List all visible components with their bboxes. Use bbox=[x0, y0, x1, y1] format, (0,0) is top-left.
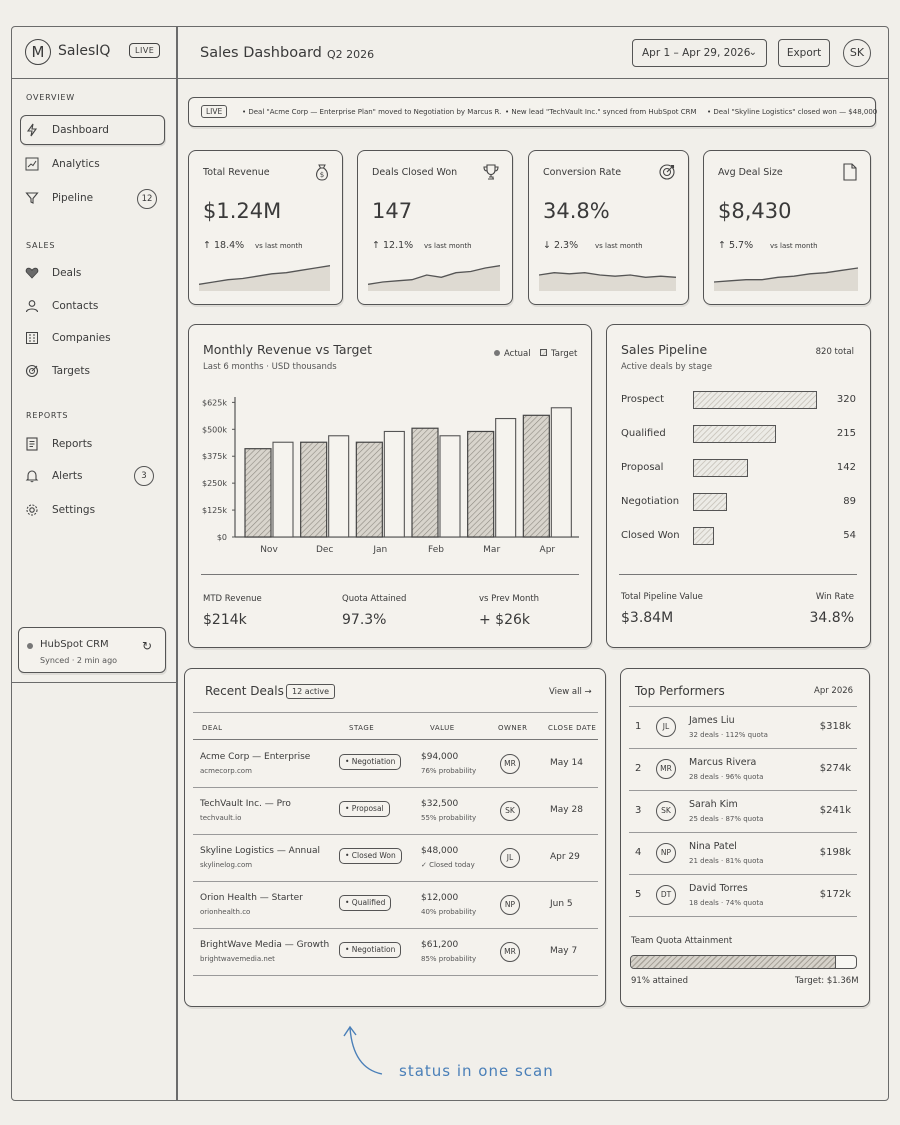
performer-rank: 4 bbox=[635, 847, 642, 858]
team-quota-fill bbox=[631, 956, 836, 968]
deal-value: $94,000 bbox=[421, 752, 459, 762]
kpi-label: Total Revenue bbox=[203, 167, 270, 178]
x-tick-label: Nov bbox=[260, 545, 278, 555]
pipeline-count-badge: 12 bbox=[137, 189, 157, 209]
performer-row[interactable] bbox=[629, 833, 857, 875]
sidebar-item-companies[interactable] bbox=[24, 327, 111, 349]
deal-domain: acmecorp.com bbox=[200, 767, 252, 775]
crm-sync-card[interactable] bbox=[18, 627, 166, 673]
deal-name: BrightWave Media — Growth bbox=[200, 940, 330, 950]
section-overview: OVERVIEW bbox=[26, 93, 76, 102]
summary-mtd-label: MTD Revenue bbox=[203, 594, 262, 604]
bar-target[interactable] bbox=[440, 436, 460, 537]
col-close-date[interactable]: CLOSE DATE bbox=[548, 724, 597, 732]
app-logo[interactable] bbox=[25, 39, 51, 65]
sidebar-divider bbox=[176, 26, 178, 1101]
ticker-item-text: New lead "TechVault Inc." synced from HubSpot CRM bbox=[511, 108, 697, 116]
target-icon bbox=[24, 363, 40, 379]
performer-rank: 2 bbox=[635, 763, 642, 774]
deal-name: Acme Corp — Enterprise bbox=[200, 752, 311, 762]
table-row[interactable] bbox=[193, 882, 598, 929]
stage-name: Proposal bbox=[621, 462, 664, 473]
stage-name: Closed Won bbox=[621, 530, 680, 541]
building-icon bbox=[24, 330, 40, 346]
sidebar-bottom-divider bbox=[11, 682, 176, 683]
live-badge: LIVE bbox=[129, 43, 160, 58]
stage-badge: • Closed Won bbox=[339, 848, 402, 864]
kpi-sparkline bbox=[539, 259, 676, 291]
refresh-icon[interactable]: ↻ bbox=[142, 639, 153, 653]
kpi-compare: vs last month bbox=[424, 242, 472, 250]
owner-avatar[interactable]: NP bbox=[500, 895, 520, 915]
bar-target[interactable] bbox=[551, 408, 571, 537]
recent-deals-title: Recent Deals bbox=[205, 684, 284, 698]
deal-value: $61,200 bbox=[421, 940, 459, 950]
stage-name: Prospect bbox=[621, 394, 664, 405]
y-tick-label: $375k bbox=[202, 452, 227, 462]
funnel-icon bbox=[24, 190, 40, 206]
kpi-sparkline bbox=[714, 259, 858, 291]
performer-meta: 25 deals · 87% quota bbox=[689, 815, 764, 823]
gear-icon bbox=[24, 502, 40, 518]
section-reports: REPORTS bbox=[26, 411, 69, 420]
date-range-select[interactable] bbox=[632, 39, 767, 67]
bar-actual[interactable] bbox=[301, 442, 327, 537]
stage-badge: • Negotiation bbox=[339, 754, 401, 770]
stage-bar bbox=[693, 527, 714, 545]
col-stage[interactable]: STAGE bbox=[349, 724, 375, 732]
period-label: Q2 2026 bbox=[327, 48, 375, 61]
deal-probability: 40% probability bbox=[421, 908, 477, 916]
kpi-delta: ↑ 18.4% bbox=[203, 240, 245, 251]
sidebar-item-label: Deals bbox=[52, 267, 82, 279]
sidebar-item-label: Contacts bbox=[52, 300, 99, 312]
deal-domain: skylinelog.com bbox=[200, 861, 253, 869]
kpi-sparkline bbox=[368, 259, 500, 291]
performer-rank: 1 bbox=[635, 721, 642, 732]
pipeline-footer-divider bbox=[619, 574, 857, 575]
sync-status-dot bbox=[27, 643, 33, 649]
kpi-card-total-revenue[interactable] bbox=[188, 150, 343, 305]
kpi-sparkline bbox=[199, 259, 330, 291]
active-deals-badge: 12 active bbox=[286, 684, 335, 699]
table-row[interactable] bbox=[193, 741, 598, 788]
pipeline-total: 820 total bbox=[815, 347, 854, 357]
deal-name: Orion Health — Starter bbox=[200, 893, 303, 903]
stage-name: Negotiation bbox=[621, 496, 680, 507]
owner-avatar[interactable]: MR bbox=[500, 754, 520, 774]
summary-prev-value: + $26k bbox=[479, 612, 531, 628]
pipeline-card bbox=[606, 324, 871, 648]
deal-value: $32,500 bbox=[421, 799, 459, 809]
col-owner[interactable]: OWNER bbox=[498, 724, 528, 732]
stage-bar bbox=[693, 493, 727, 511]
stage-count: 320 bbox=[836, 394, 856, 405]
chart-summary-divider bbox=[201, 574, 579, 575]
pipeline-stage-row[interactable] bbox=[607, 391, 872, 413]
bar-target[interactable] bbox=[496, 419, 516, 537]
sidebar-item-contacts[interactable] bbox=[24, 295, 98, 317]
kpi-card-deals-closed[interactable] bbox=[357, 150, 513, 305]
performer-revenue: $318k bbox=[819, 721, 851, 732]
legend-actual[interactable] bbox=[494, 349, 531, 359]
deal-value: $48,000 bbox=[421, 846, 459, 856]
x-tick-label: Mar bbox=[483, 545, 501, 555]
y-tick-label: $125k bbox=[202, 506, 227, 516]
money-bag-icon bbox=[314, 163, 330, 185]
sidebar-item-label: Reports bbox=[52, 438, 93, 450]
date-range-value: Apr 1 – Apr 29, 2026 bbox=[642, 47, 751, 59]
sidebar-item-settings[interactable] bbox=[24, 499, 95, 521]
stage-bar bbox=[693, 459, 748, 477]
performer-row[interactable] bbox=[629, 875, 857, 917]
bar-actual[interactable] bbox=[523, 415, 549, 537]
app-name: SalesIQ bbox=[58, 43, 111, 59]
pipeline-value: $3.84M bbox=[621, 610, 674, 626]
y-tick-label: $625k bbox=[202, 398, 227, 408]
bar-actual[interactable] bbox=[468, 431, 494, 537]
performer-revenue: $198k bbox=[819, 847, 851, 858]
bar-target[interactable] bbox=[384, 431, 404, 537]
performer-revenue: $172k bbox=[819, 889, 851, 900]
stage-count: 89 bbox=[843, 496, 856, 507]
close-date: May 14 bbox=[550, 758, 583, 768]
owner-avatar[interactable]: JL bbox=[500, 848, 520, 868]
col-value[interactable]: VALUE bbox=[430, 724, 455, 732]
x-tick-label: Apr bbox=[539, 545, 556, 555]
legend-target-swatch bbox=[540, 349, 547, 356]
line-chart-icon bbox=[24, 156, 40, 172]
user-avatar[interactable]: SK bbox=[843, 39, 871, 67]
export-button[interactable]: Export bbox=[778, 39, 830, 67]
deal-probability: 55% probability bbox=[421, 814, 477, 822]
performer-avatar: JL bbox=[656, 717, 676, 737]
target-icon bbox=[658, 163, 676, 185]
deal-probability: ✓ Closed today bbox=[421, 861, 475, 869]
performer-row[interactable] bbox=[629, 707, 857, 749]
win-rate-value: 34.8% bbox=[809, 610, 854, 626]
deal-domain: techvault.io bbox=[200, 814, 242, 822]
deal-name: Skyline Logistics — Annual bbox=[200, 846, 320, 856]
revenue-bar-chart bbox=[189, 385, 593, 565]
performer-row[interactable] bbox=[629, 791, 857, 833]
stage-name: Qualified bbox=[621, 428, 666, 439]
trophy-icon bbox=[482, 163, 500, 185]
summary-quota-value: 97.3% bbox=[342, 612, 387, 628]
legend-actual-label: Actual bbox=[504, 349, 531, 359]
pipeline-stage-row[interactable] bbox=[607, 459, 872, 481]
performer-meta: 21 deals · 81% quota bbox=[689, 857, 764, 865]
deal-domain: brightwavemedia.net bbox=[200, 955, 275, 963]
kpi-delta: ↓ 2.3% bbox=[543, 240, 579, 251]
table-row[interactable] bbox=[193, 929, 598, 976]
deal-name: TechVault Inc. — Pro bbox=[200, 799, 291, 809]
summary-mtd-value: $214k bbox=[203, 612, 247, 628]
deals-table-header bbox=[193, 712, 598, 740]
stage-count: 215 bbox=[836, 428, 856, 439]
col-deal[interactable]: DEAL bbox=[202, 724, 223, 732]
stage-badge: • Qualified bbox=[339, 895, 391, 911]
performer-name: Nina Patel bbox=[689, 841, 737, 852]
sidebar-item-deals[interactable] bbox=[24, 262, 81, 284]
team-quota-bar bbox=[630, 955, 857, 969]
kpi-label: Conversion Rate bbox=[543, 167, 622, 178]
performer-avatar: SK bbox=[656, 801, 676, 821]
performer-name: Marcus Rivera bbox=[689, 757, 757, 768]
stage-count: 142 bbox=[836, 462, 856, 473]
x-tick-label: Feb bbox=[428, 545, 444, 555]
performer-revenue: $274k bbox=[819, 763, 851, 774]
legend-actual-swatch bbox=[494, 350, 500, 356]
sidebar-item-label: Companies bbox=[52, 332, 111, 344]
sidebar-item-targets[interactable] bbox=[24, 360, 90, 382]
logo-letter: M bbox=[31, 43, 45, 61]
stage-bar bbox=[693, 425, 776, 443]
alerts-count-badge: 3 bbox=[134, 466, 154, 486]
y-tick-label: $250k bbox=[202, 479, 227, 489]
performer-meta: 18 deals · 74% quota bbox=[689, 899, 764, 907]
sidebar-item-label: Analytics bbox=[52, 158, 100, 170]
performer-avatar: NP bbox=[656, 843, 676, 863]
kpi-label: Avg Deal Size bbox=[718, 167, 783, 178]
kpi-compare: vs last month bbox=[770, 242, 818, 250]
revenue-chart-card bbox=[188, 324, 592, 648]
sidebar-item-label: Targets bbox=[52, 365, 90, 377]
deal-domain: orionhealth.co bbox=[200, 908, 251, 916]
performer-name: David Torres bbox=[689, 883, 748, 894]
kpi-card-conversion-rate[interactable] bbox=[528, 150, 689, 305]
ticker-item[interactable]: • Deal "Acme Corp — Enterprise Plan" moved to Negotiation by Marcus R. bbox=[242, 108, 502, 116]
activity-ticker bbox=[188, 97, 876, 127]
sidebar-item-pipeline[interactable] bbox=[24, 187, 93, 209]
kpi-delta: ↑ 5.7% bbox=[718, 240, 754, 251]
sidebar-item-label: Alerts bbox=[52, 470, 83, 482]
kpi-compare: vs last month bbox=[255, 242, 303, 250]
stage-count: 54 bbox=[843, 530, 856, 541]
deal-probability: 85% probability bbox=[421, 955, 477, 963]
file-icon bbox=[842, 163, 858, 185]
kpi-sparkline-area bbox=[199, 266, 330, 291]
team-quota-label: Team Quota Attainment bbox=[631, 936, 733, 946]
bar-target[interactable] bbox=[329, 436, 349, 537]
ticker-item[interactable]: • Deal "Skyline Logistics" closed won — $48,000 bbox=[707, 108, 878, 116]
summary-quota-label: Quota Attained bbox=[342, 594, 407, 604]
document-icon bbox=[24, 436, 40, 452]
owner-avatar[interactable]: SK bbox=[500, 801, 520, 821]
sidebar-item-reports[interactable] bbox=[24, 433, 92, 455]
kpi-value: 147 bbox=[372, 199, 413, 223]
y-tick-label: $500k bbox=[202, 425, 227, 435]
pipeline-stage-row[interactable] bbox=[607, 527, 872, 549]
view-all-link[interactable]: View all → bbox=[549, 687, 592, 697]
pipeline-stage-row[interactable] bbox=[607, 493, 872, 515]
svg-text:$: $ bbox=[319, 171, 325, 179]
stage-badge: • Negotiation bbox=[339, 942, 401, 958]
performer-name: James Liu bbox=[689, 715, 735, 726]
pipeline-stage-row[interactable] bbox=[607, 425, 872, 447]
top-performers-period: Apr 2026 bbox=[814, 686, 854, 696]
ticker-item-text: Deal "Skyline Logistics" closed won — $48,000 bbox=[713, 108, 878, 116]
chevron-down-icon: ⌄ bbox=[748, 47, 757, 58]
bar-target[interactable] bbox=[273, 442, 293, 537]
sidebar-item-label: Dashboard bbox=[52, 124, 109, 136]
sidebar-item-alerts[interactable] bbox=[24, 465, 82, 487]
sync-status: Synced · 2 min ago bbox=[40, 656, 118, 665]
bell-icon bbox=[24, 468, 40, 484]
sidebar-item-analytics[interactable] bbox=[24, 153, 100, 175]
pipeline-value-label: Total Pipeline Value bbox=[621, 592, 703, 602]
table-row[interactable] bbox=[193, 835, 598, 882]
close-date: Jun 5 bbox=[550, 899, 573, 909]
table-row[interactable] bbox=[193, 788, 598, 835]
kpi-value: $8,430 bbox=[718, 199, 792, 223]
y-tick-label: $0 bbox=[216, 533, 227, 542]
bar-actual[interactable] bbox=[356, 442, 382, 537]
performer-rank: 3 bbox=[635, 805, 642, 816]
revenue-chart-subtitle: Last 6 months · USD thousands bbox=[203, 362, 337, 372]
section-sales: SALES bbox=[26, 241, 56, 250]
pipeline-title: Sales Pipeline bbox=[621, 342, 708, 357]
top-performers-title: Top Performers bbox=[635, 684, 725, 698]
close-date: May 7 bbox=[550, 946, 578, 956]
performer-meta: 32 deals · 112% quota bbox=[689, 731, 768, 739]
sync-name: HubSpot CRM bbox=[40, 639, 109, 650]
deal-probability: 76% probability bbox=[421, 767, 477, 775]
quota-target: Target: $1.36M bbox=[795, 976, 859, 986]
kpi-value: 34.8% bbox=[543, 199, 610, 223]
kpi-value: $1.24M bbox=[203, 199, 282, 223]
header-divider bbox=[11, 78, 889, 79]
performer-row[interactable] bbox=[629, 749, 857, 791]
ticker-live-badge: LIVE bbox=[201, 105, 227, 118]
heart-icon bbox=[24, 265, 40, 281]
sidebar-item-dashboard[interactable] bbox=[24, 119, 109, 141]
pipeline-subtitle: Active deals by stage bbox=[621, 362, 713, 372]
kpi-card-avg-deal-size[interactable] bbox=[703, 150, 871, 305]
annotation-text: status in one scan bbox=[399, 1062, 554, 1080]
close-date: May 28 bbox=[550, 805, 583, 815]
bar-actual[interactable] bbox=[412, 428, 438, 537]
bar-actual[interactable] bbox=[245, 449, 271, 537]
performer-meta: 28 deals · 96% quota bbox=[689, 773, 764, 781]
kpi-delta: ↑ 12.1% bbox=[372, 240, 414, 251]
close-date: Apr 29 bbox=[550, 852, 580, 862]
stage-bar bbox=[693, 391, 817, 409]
performer-rank: 5 bbox=[635, 889, 642, 900]
summary-prev-label: vs Prev Month bbox=[479, 594, 540, 604]
user-icon bbox=[24, 298, 40, 314]
deal-value: $12,000 bbox=[421, 893, 459, 903]
x-tick-label: Dec bbox=[315, 545, 334, 555]
bolt-icon bbox=[24, 122, 40, 138]
legend-target[interactable] bbox=[540, 349, 577, 359]
x-tick-label: Jan bbox=[373, 545, 388, 555]
ticker-item-text: Deal "Acme Corp — Enterprise Plan" moved to Negotiation by Marcus R. bbox=[248, 108, 502, 116]
stage-badge: • Proposal bbox=[339, 801, 390, 817]
kpi-compare: vs last month bbox=[595, 242, 643, 250]
annotation-arrow bbox=[340, 1022, 390, 1080]
page-title: Sales Dashboard bbox=[200, 45, 322, 61]
performer-name: Sarah Kim bbox=[689, 799, 738, 810]
quota-attained: 91% attained bbox=[631, 976, 689, 986]
legend-target-label: Target bbox=[551, 349, 578, 359]
ticker-item[interactable]: • New lead "TechVault Inc." synced from HubSpot CRM bbox=[505, 108, 697, 116]
sidebar-item-label: Pipeline bbox=[52, 192, 94, 204]
owner-avatar[interactable]: MR bbox=[500, 942, 520, 962]
win-rate-label: Win Rate bbox=[815, 592, 854, 602]
kpi-label: Deals Closed Won bbox=[372, 167, 458, 178]
revenue-chart-title: Monthly Revenue vs Target bbox=[203, 342, 372, 357]
sidebar-item-label: Settings bbox=[52, 504, 96, 516]
performer-revenue: $241k bbox=[819, 805, 851, 816]
performer-avatar: MR bbox=[656, 759, 676, 779]
performer-avatar: DT bbox=[656, 885, 676, 905]
